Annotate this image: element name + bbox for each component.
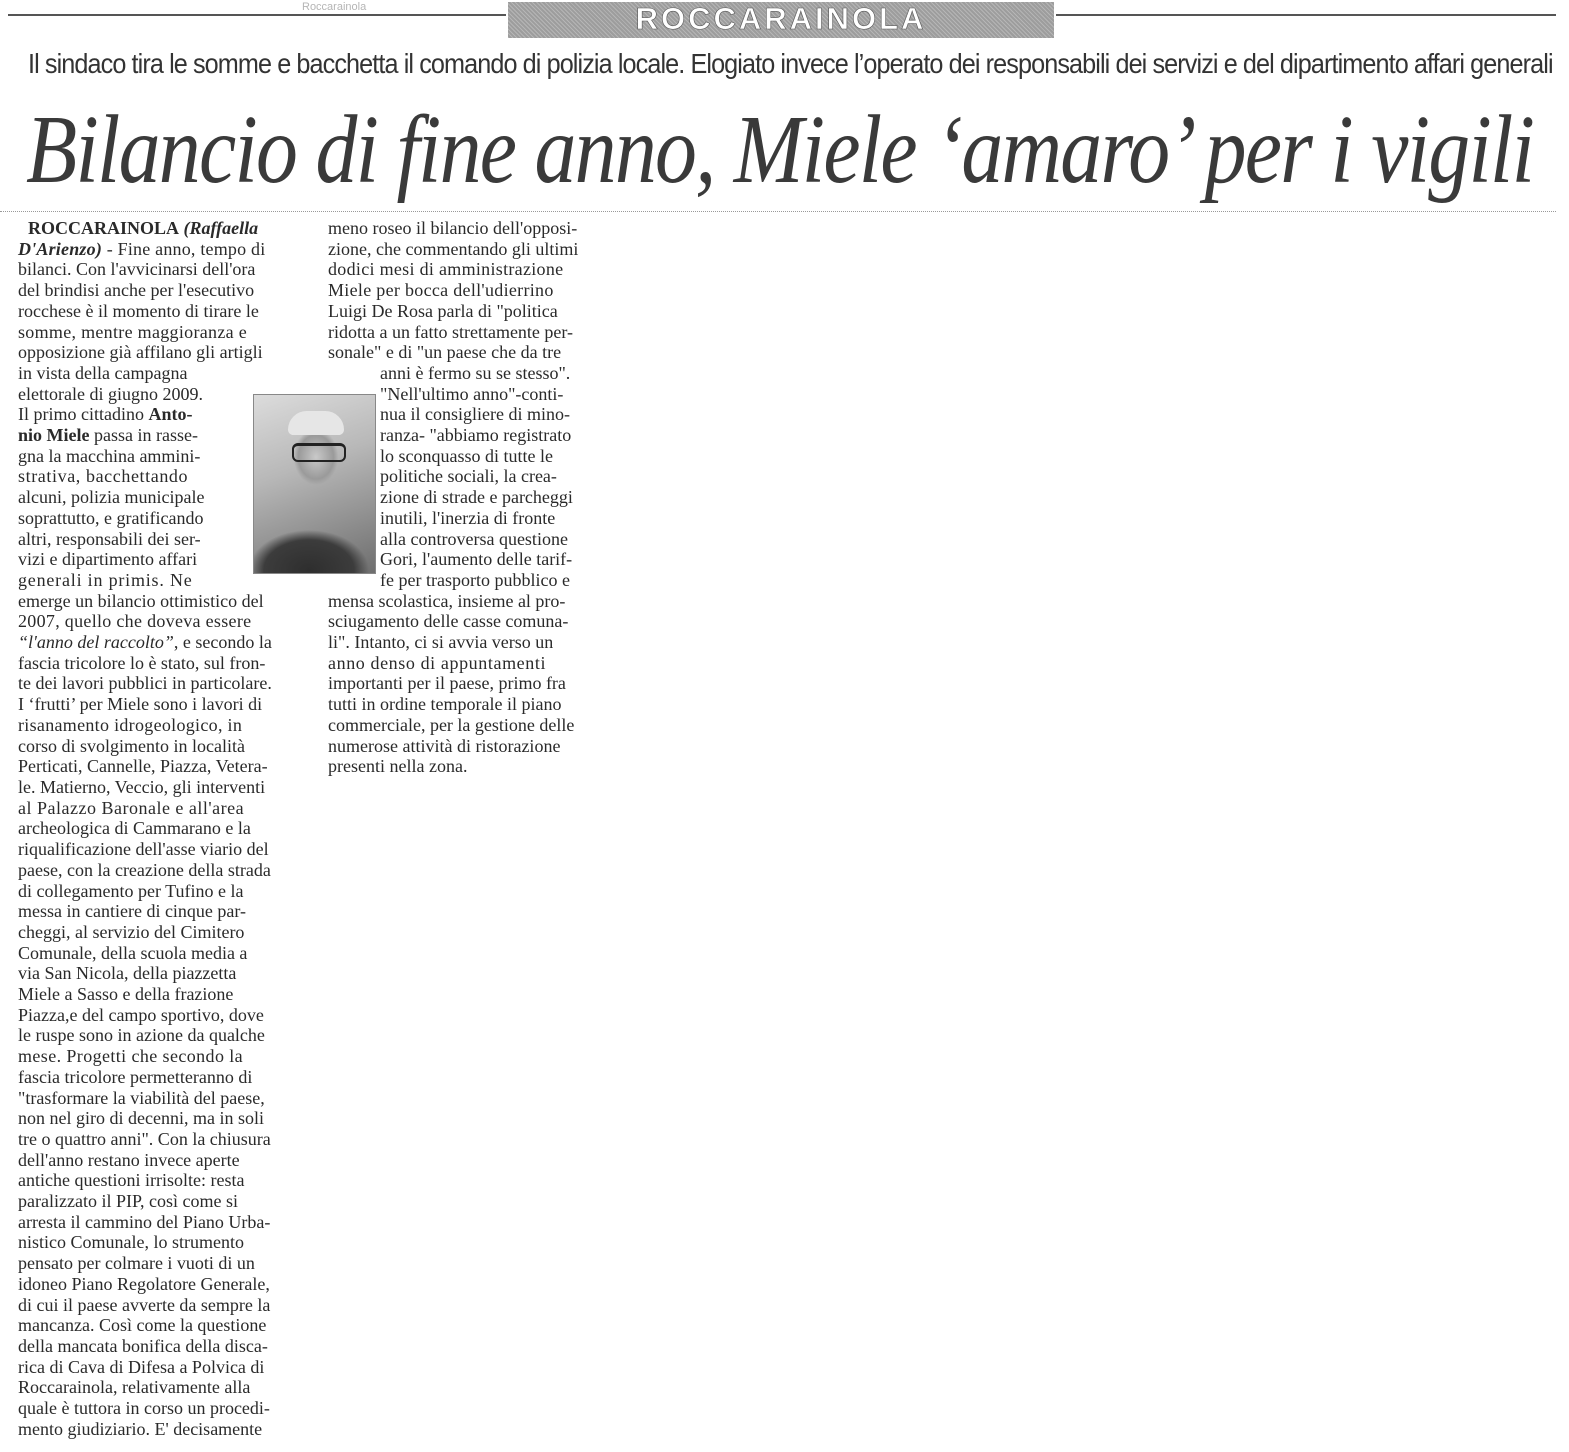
headline-rule: [0, 211, 1556, 212]
text-line: emerge un bilancio ottimistico del: [18, 590, 264, 611]
text-line: elettorale di giugno 2009.: [18, 383, 203, 404]
text-line: messa in cantiere di cinque par-: [18, 901, 247, 922]
article-column-2: [328, 218, 618, 777]
text-line: cheggi, al servizio del Cimitero: [18, 921, 245, 942]
text-line: inutili, l'inerzia di fronte: [380, 507, 556, 528]
text-line: paralizzato il PIP, così come si: [18, 1191, 238, 1212]
text-line: strativa, bacchettando: [18, 466, 189, 487]
text-line: "Nell'ultimo anno"-conti-: [380, 383, 564, 404]
text-line: nio Miele passa in rasse-: [18, 425, 198, 446]
text-line: I ‘frutti’ per Miele sono i lavori di: [18, 694, 263, 715]
text-line: dell'anno restano invece aperte: [18, 1149, 240, 1170]
text-line: presenti nella zona.: [328, 756, 468, 777]
byline-place: ROCCARAINOLA: [28, 218, 180, 238]
text-line: "trasformare la viabilità del paese,: [18, 1087, 265, 1108]
text-line: rica di Cava di Difesa a Polvica di: [18, 1356, 265, 1377]
text-line: le. Matierno, Veccio, gli interventi: [18, 776, 266, 797]
text-line: nistico Comunale, lo strumento: [18, 1232, 244, 1253]
text-line: del brindisi anche per l'esecutivo: [18, 280, 255, 301]
headline: Bilancio di fine anno, Miele ‘amaro’ per i vigili: [26, 96, 1534, 204]
text-line: nua il consigliere di mino-: [380, 404, 570, 425]
text-line: somme, mentre maggioranza e: [18, 321, 248, 342]
text-line: numerose attività di ristorazione: [328, 735, 561, 756]
text-line: soprattutto, e gratificando: [18, 507, 204, 528]
text-line: alla controversa questione: [380, 528, 568, 549]
text-line: archeologica di Cammarano e la: [18, 818, 251, 839]
text-line: commerciale, per la gestione delle: [328, 714, 575, 735]
text-line: Piazza,e del campo sportivo, dove: [18, 1004, 264, 1025]
text-line: paese, con la creazione della strada: [18, 859, 271, 880]
text-line: risanamento idrogeologico, in: [18, 714, 243, 735]
text-line: ranza- "abbiamo registrato: [380, 425, 572, 446]
text-line: li". Intanto, ci si avvia verso un: [328, 632, 554, 653]
text-line: politiche sociali, la crea-: [380, 466, 557, 487]
text-line: fascia tricolore lo è stato, sul fron-: [18, 652, 266, 673]
text-line: Miele a Sasso e della frazione: [18, 984, 234, 1005]
text-line: vizi e dipartimento affari: [18, 549, 198, 570]
text-line: tre o quattro anni". Con la chiusura: [18, 1128, 271, 1149]
subheadline: Il sindaco tira le somme e bacchetta il comando di polizia locale. Elogiato invece l’operato dei responsabili dei servizi e del dipartimento affari generali: [28, 48, 1553, 79]
section-banner: [508, 2, 1054, 38]
paragraph-start: Fine anno, tempo di: [117, 238, 266, 259]
text-line: importanti per il paese, primo fra: [328, 673, 566, 694]
text-line: fe per trasporto pubblico e: [380, 569, 570, 590]
byline-author: (Raffaella: [183, 218, 259, 238]
text-line: della mancata bonifica della disca-: [18, 1335, 268, 1356]
text-line: zione di strade e parcheggi: [380, 487, 573, 508]
text-line: mento giudiziario. E' decisamente: [18, 1418, 263, 1439]
text-line: D'Arienzo) - Fine anno, tempo di: [18, 238, 266, 259]
text-line: [18, 218, 304, 239]
text-line: tutti in ordine temporale il piano: [328, 694, 562, 715]
text-line: Gori, l'aumento delle tarif-: [380, 549, 573, 570]
text-line: 2007, quello che doveva essere: [18, 611, 252, 632]
section-banner-label: ROCCARAINOLA: [635, 1, 927, 36]
top-rule-right: [1056, 14, 1556, 16]
byline-author-surname: D'Arienzo): [18, 238, 103, 259]
text-line: mese. Progetti che secondo la: [18, 1046, 244, 1067]
text-line: di cui il paese avverte da sempre la: [18, 1294, 271, 1315]
text-line: non nel giro di decenni, ma in soli: [18, 1108, 264, 1129]
text-line: Roccarainola, relativamente alla: [18, 1377, 251, 1398]
text-line: Comunale, della scuola media a: [18, 942, 248, 963]
text-line: le ruspe sono in azione da qualche: [18, 1025, 265, 1046]
text-line: antiche questioni irrisolte: resta: [18, 1170, 245, 1191]
text-line: fascia tricolore permetteranno di: [18, 1066, 253, 1087]
text-line: anni è fermo su se stesso".: [380, 362, 571, 383]
text-line: meno roseo il bilancio dell'opposi-: [328, 218, 578, 238]
text-line: mancanza. Così come la questione: [18, 1315, 267, 1336]
text-line: gna la macchina ammini-: [18, 445, 201, 466]
text-line: corso di svolgimento in località: [18, 735, 245, 756]
text-line: ridotta a un fatto strettamente per-: [328, 321, 574, 342]
text-line: sciugamento delle casse comuna-: [328, 611, 569, 632]
text-line: pensato per colmare i vuoti di un: [18, 1253, 255, 1274]
text-line: mensa scolastica, insieme al pro-: [328, 590, 566, 611]
text-line: opposizione già affilano gli artigli: [18, 342, 263, 363]
text-line: “l'anno del raccolto”, e secondo la: [18, 632, 272, 653]
text-line: arresta il cammino del Piano Urba-: [18, 1211, 271, 1232]
text-line: via San Nicola, della piazzetta: [18, 963, 237, 984]
text-line: rocchese è il momento di tirare le: [18, 300, 259, 321]
text-line: Miele per bocca dell'udierrino: [328, 280, 554, 301]
text-line: Perticati, Cannelle, Piazza, Vetera-: [18, 756, 268, 777]
text-line: idoneo Piano Regolatore Generale,: [18, 1273, 270, 1294]
text-line: in vista della campagna: [18, 362, 188, 383]
text-line: quale è tuttora in corso un procedi-: [18, 1398, 270, 1419]
text-line: riqualificazione dell'asse viario del: [18, 839, 269, 860]
text-line: anno denso di appuntamenti: [328, 652, 547, 673]
text-line: te dei lavori pubblici in particolare.: [18, 673, 272, 694]
top-rule-left: [8, 14, 506, 16]
section-stamp: Roccarainola: [302, 1, 367, 13]
text-line: Luigi De Rosa parla di "politica: [328, 300, 558, 321]
text-line: Il primo cittadino Anto-: [18, 404, 193, 425]
text-line: generali in primis. Ne: [18, 569, 193, 590]
quote-anno-del-raccolto: “l'anno del raccolto”: [18, 632, 174, 653]
text-line: al Palazzo Baronale e all'area: [18, 797, 245, 818]
text-line: bilanci. Con l'avvicinarsi dell'ora: [18, 259, 256, 280]
text-line: di collegamento per Tufino e la: [18, 880, 244, 901]
text-line: lo sconquasso di tutte le: [380, 445, 553, 466]
text-line: dodici mesi di amministrazione: [328, 259, 564, 280]
text-line: alcuni, polizia municipale: [18, 487, 205, 508]
text-line: zione, che commentando gli ultimi: [328, 238, 579, 259]
text-line: altri, responsabili dei ser-: [18, 528, 201, 549]
text-line: sonale" e di "un paese che da tre: [328, 342, 562, 363]
